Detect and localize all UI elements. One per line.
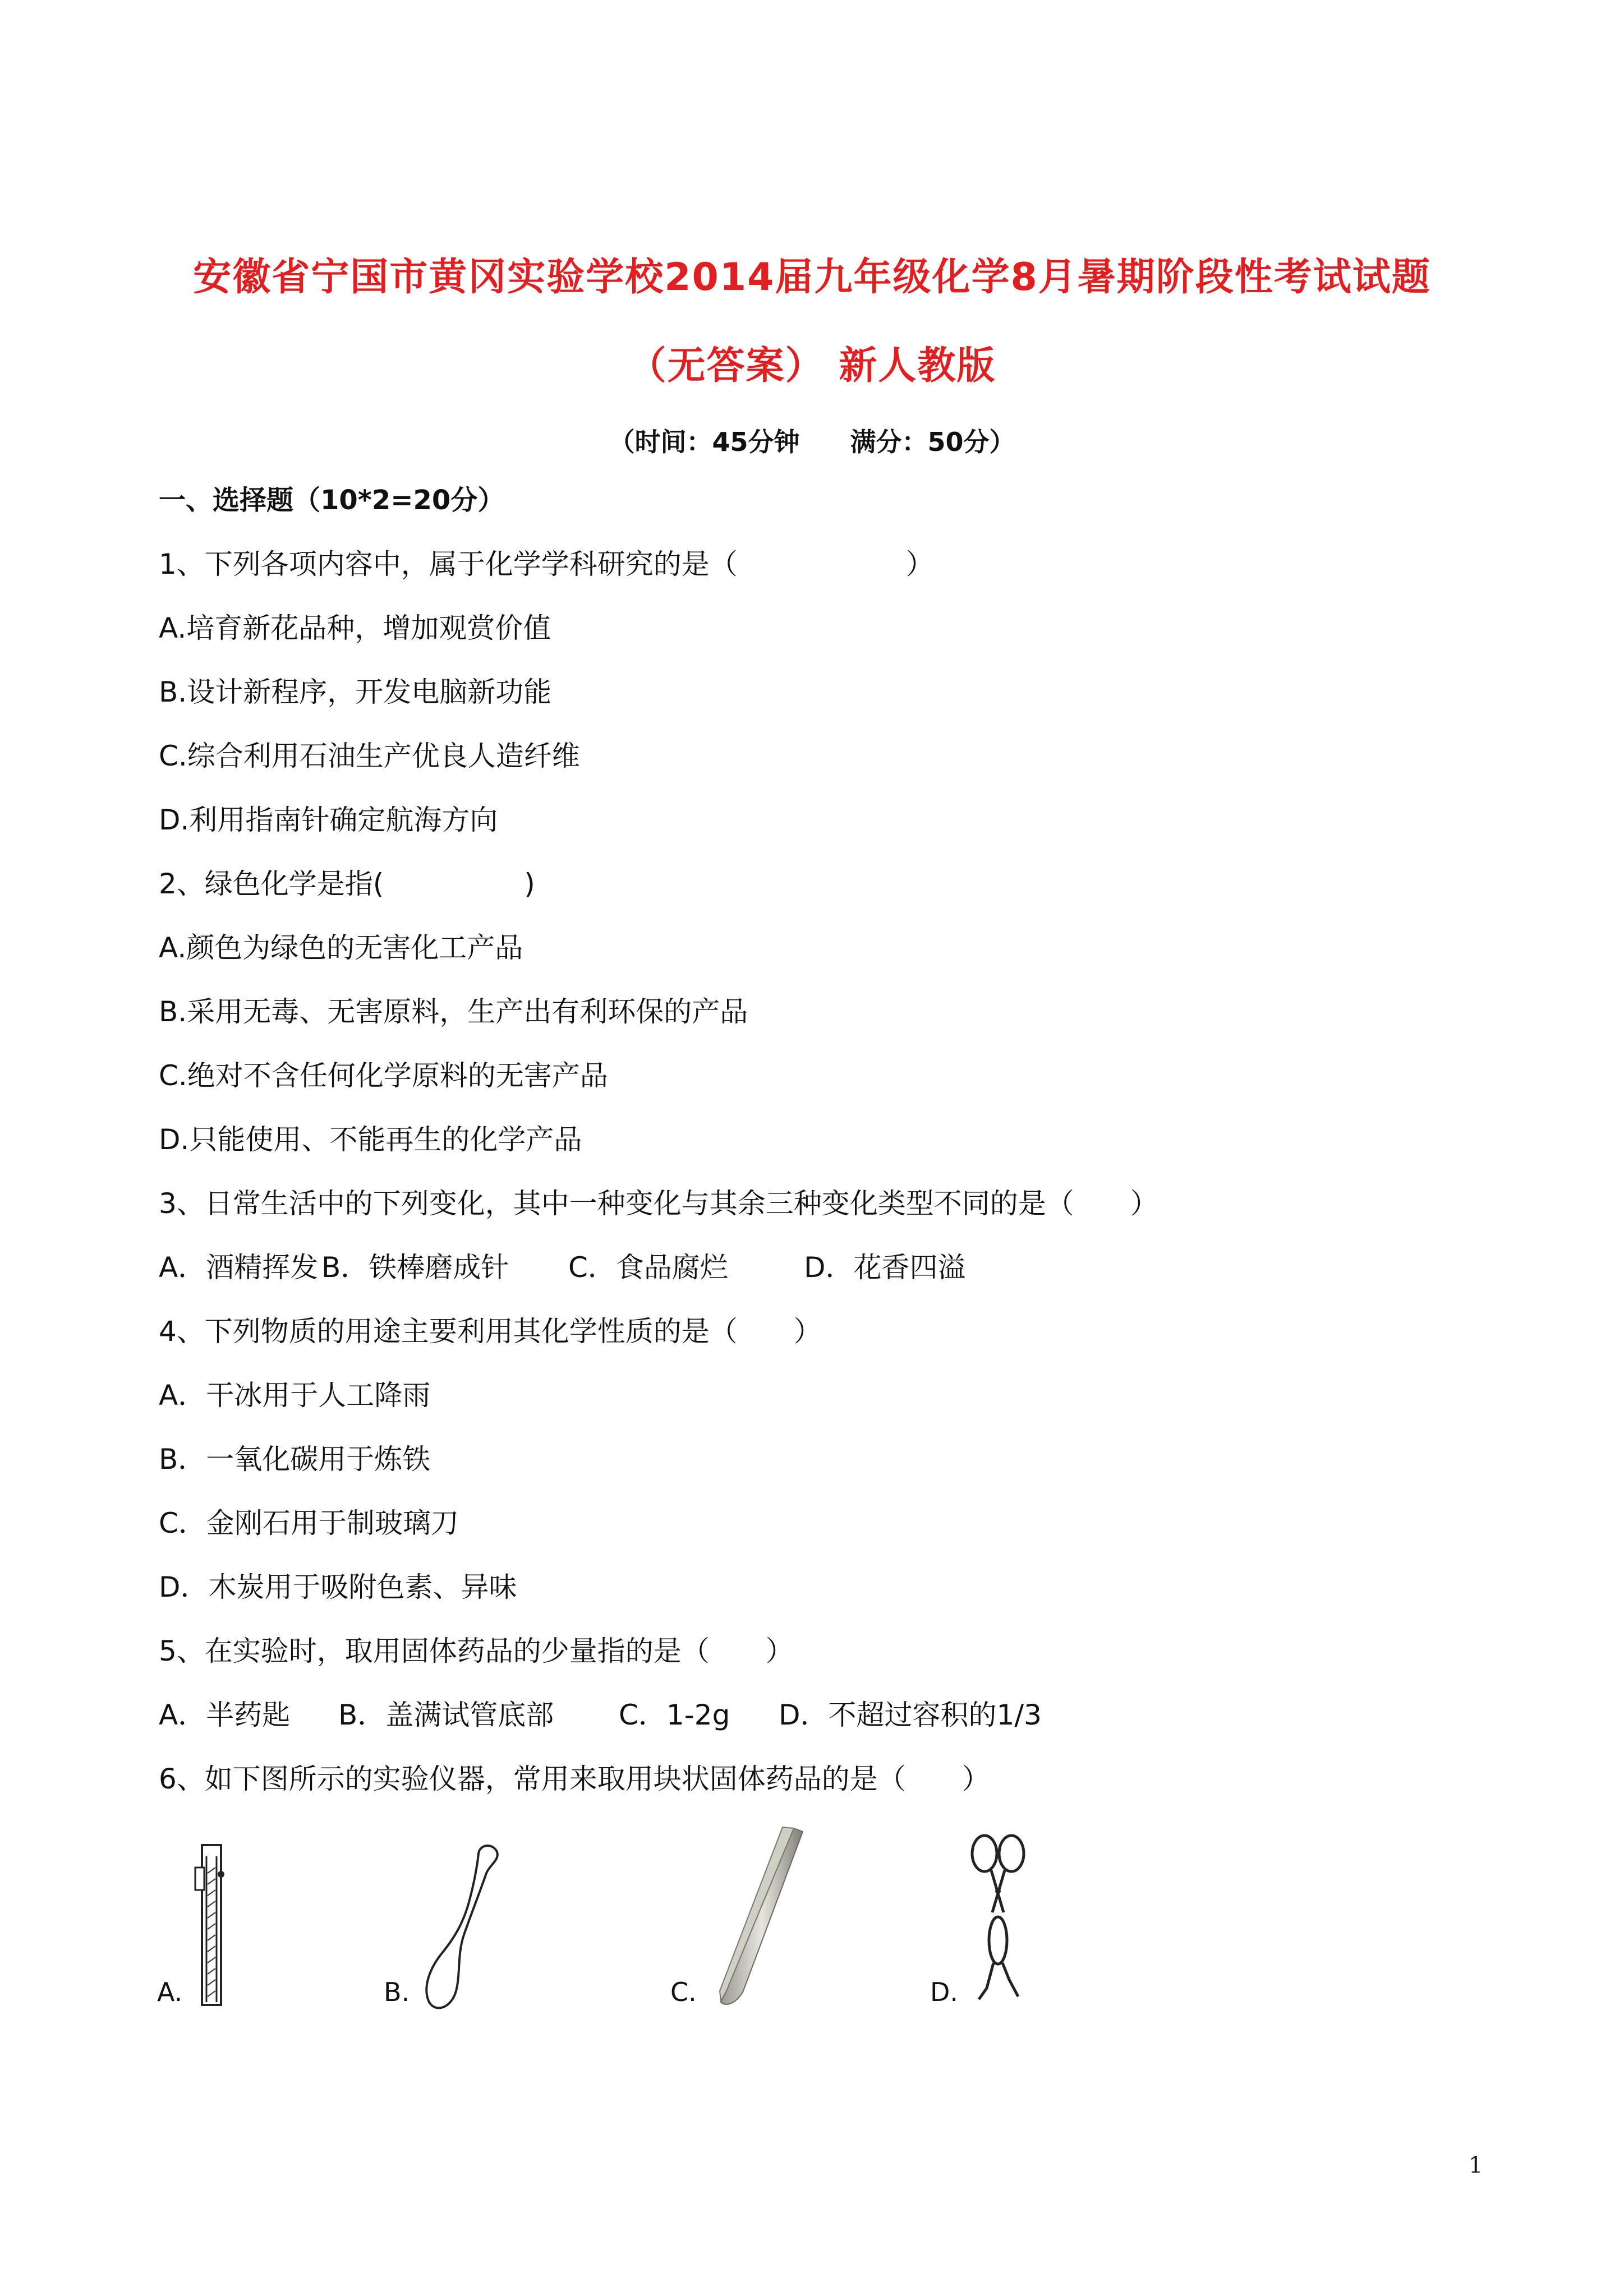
- question-6-stem: 6、如下图所示的实验仪器，常用来取用块状固体药品的是（ ）: [159, 1763, 990, 1795]
- question-3-option-a: A．酒精挥发: [159, 1251, 319, 1284]
- question-3-options: [159, 1251, 966, 1284]
- question-3-stem: 3、日常生活中的下列变化，其中一种变化与其余三种变化类型不同的是（ ）: [159, 1187, 1158, 1220]
- figure-label-b: B.: [384, 1977, 410, 2007]
- test-tube-holder-icon: [185, 1834, 236, 2008]
- question-1-stem: 1、下列各项内容中，属于化学学科研究的是（ ）: [159, 548, 934, 580]
- question-3-option-c: C．食品腐烂: [568, 1251, 728, 1284]
- question-2-option-a: A.颜色为绿色的无害化工产品: [159, 932, 523, 964]
- figure-label-a: A.: [157, 1977, 183, 2007]
- figure-label-d: D.: [930, 1977, 959, 2007]
- question-2-option-d: D.只能使用、不能再生的化学产品: [159, 1123, 582, 1156]
- question-5-option-d: D．不超过容积的1/3: [779, 1699, 1042, 1731]
- question-4-option-a: A．干冰用于人工降雨: [159, 1379, 431, 1412]
- question-3-option-d: D．花香四溢: [804, 1251, 966, 1284]
- exam-meta: [0, 422, 1624, 459]
- question-1-option-a: A.培育新花品种，增加观赏价值: [159, 612, 551, 644]
- section-heading: 一、选择题（10*2=20分）: [159, 485, 505, 516]
- instrument-figures: [0, 1811, 1624, 2025]
- question-5-option-b: B．盖满试管底部: [338, 1699, 554, 1731]
- document-title-line2: （无答案） 新人教版: [628, 344, 996, 388]
- crucible-tongs-icon: [962, 1828, 1041, 2013]
- question-2-option-b: B.采用无毒、无害原料，生产出有利环保的产品: [159, 995, 748, 1028]
- tweezers-icon: [704, 1823, 816, 2013]
- question-5-stem: 5、在实验时，取用固体药品的少量指的是（ ）: [159, 1635, 794, 1667]
- question-2-stem: 2、绿色化学是指( ): [159, 868, 535, 900]
- question-1-option-c: C.综合利用石油生产优良人造纤维: [159, 740, 580, 772]
- question-4-stem: 4、下列物质的用途主要利用其化学性质的是（ ）: [159, 1315, 822, 1348]
- question-1-option-d: D.利用指南针确定航海方向: [159, 804, 498, 836]
- question-5-option-a: A．半药匙: [159, 1699, 291, 1731]
- medicine-spoon-icon: [412, 1839, 508, 2013]
- exam-time: （时间：45分钟: [609, 427, 800, 457]
- question-2-option-c: C.绝对不含任何化学原料的无害产品: [159, 1059, 608, 1092]
- question-5-option-c: C．1-2g: [619, 1699, 730, 1731]
- exam-score: 满分：50分）: [850, 427, 1015, 457]
- question-4-option-c: C．金刚石用于制玻璃刀: [159, 1507, 459, 1539]
- question-1-option-b: B.设计新程序，开发电脑新功能: [159, 676, 552, 708]
- question-4-option-d: D．木炭用于吸附色素、异味: [159, 1571, 517, 1603]
- question-3-option-b: B．铁棒磨成针: [321, 1251, 509, 1284]
- question-5-options: [159, 1698, 1042, 1732]
- page-number: 1: [1469, 2152, 1483, 2178]
- figure-label-c: C.: [670, 1977, 697, 2007]
- question-4-option-b: B．一氧化碳用于炼铁: [159, 1443, 431, 1476]
- document-title-line1: 安徽省宁国市黄冈实验学校2014届九年级化学8月暑期阶段性考试试题: [193, 255, 1431, 299]
